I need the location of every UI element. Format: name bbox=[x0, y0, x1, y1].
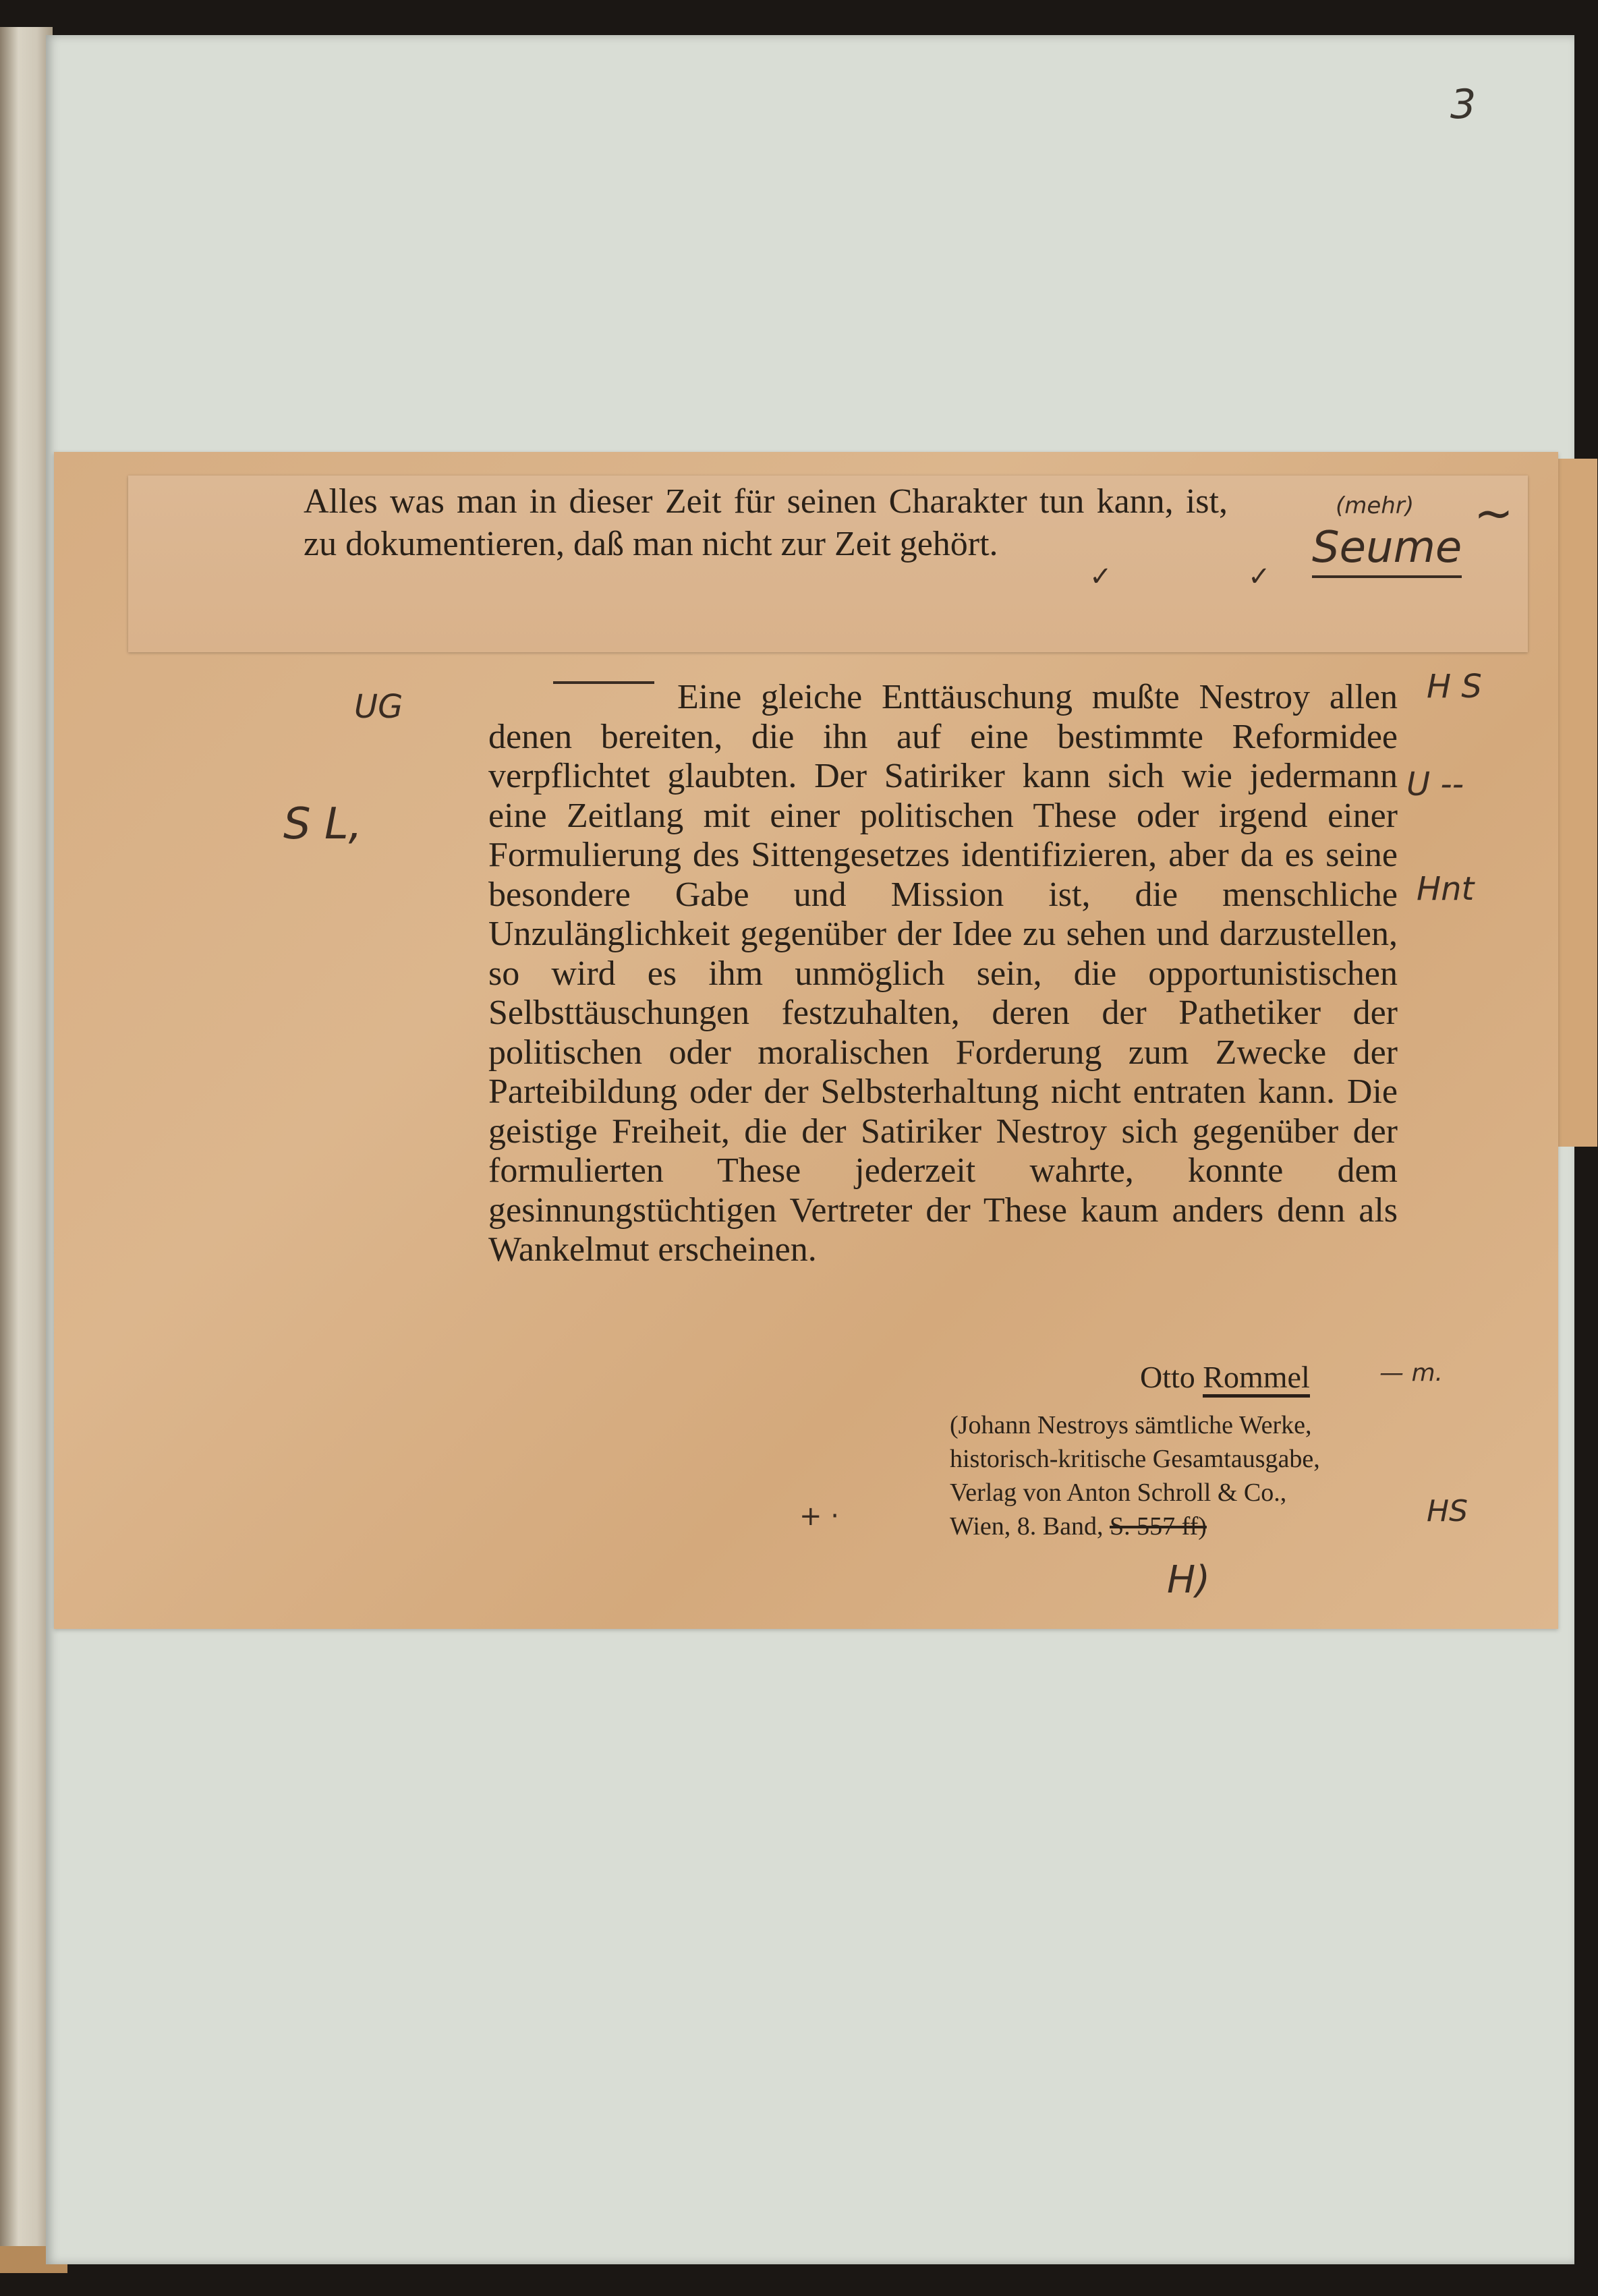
handwritten-margin-mark: S L, bbox=[283, 799, 362, 849]
quote-text: Alles was man in dieser Zeit für seinen Charakter tun kann, ist, zu dokumentieren, daß man nicht zur Zeit gehört. bbox=[304, 482, 1228, 563]
citation-line: (Johann Nestroys sämtliche Werke, bbox=[950, 1411, 1312, 1439]
author-signature bbox=[1140, 1359, 1310, 1395]
handwritten-margin-mark: — m. bbox=[1379, 1359, 1443, 1387]
author-first-name: Otto bbox=[1140, 1360, 1203, 1394]
paragraph-text: Eine gleiche Enttäuschung mußte Nestroy allen denen bereiten, die ihn auf eine bestimmte Reformidee verpflichtet glaubten. Der Satiriker kann sich wie jedermann eine Zeitlang mit einer politischen These oder irgend einer Formulierung des Sittengesetzes identifizieren, aber da es seine besondere Gabe und Mission ist, die menschliche Unzulänglichkeit gegenüber der Idee zu sehen und darzustellen, so wird es ihm unmöglich sein, die opportunistischen Selbsttäuschungen festzuhalten, deren der Pathetiker der politischen oder moralischen Forderung zum Zwecke der Parteibildung oder der Selbsterhaltung nicht entraten kann. Die geistige Freiheit, die der Satiriker Nestroy sich gegenüber der formulierten These jederzeit wahrte, konnte dem gesinnungstüchtigen Vertreter der These kaum anders denn als Wankelmut erscheinen. bbox=[488, 678, 1398, 1269]
main-paragraph bbox=[488, 678, 1398, 1270]
handwritten-margin-mark: UG bbox=[354, 688, 403, 726]
insertion-mark bbox=[553, 681, 654, 684]
citation-struck-page: S. 557 ff) bbox=[1109, 1512, 1207, 1541]
handwritten-margin-mark: H S bbox=[1427, 668, 1482, 706]
book-spine bbox=[0, 27, 53, 2273]
handwritten-stroke: ~ bbox=[1474, 486, 1514, 541]
citation-prefix: Wien, 8. Band, bbox=[950, 1512, 1110, 1541]
check-mark: ✓ bbox=[1248, 561, 1271, 592]
handwritten-mark: + · bbox=[799, 1501, 839, 1532]
citation-line: Verlag von Anton Schroll & Co., bbox=[950, 1479, 1287, 1507]
citation-line: historisch-kritische Gesamtausgabe, bbox=[950, 1445, 1320, 1473]
handwritten-margin-mark: HS bbox=[1427, 1494, 1468, 1528]
citation-line bbox=[950, 1510, 1422, 1543]
page-number: 3 bbox=[1450, 81, 1477, 128]
check-mark: ✓ bbox=[1089, 561, 1112, 592]
citation-block bbox=[950, 1408, 1422, 1543]
handwritten-margin-mark: U -- bbox=[1406, 766, 1464, 803]
author-last-name: Rommel bbox=[1203, 1360, 1309, 1398]
handwritten-margin-mark: Hnt bbox=[1417, 870, 1475, 908]
handwritten-note-small: (mehr) bbox=[1336, 492, 1415, 519]
handwritten-margin-mark: H) bbox=[1167, 1558, 1210, 1602]
handwritten-note-seume: Seume bbox=[1312, 523, 1462, 578]
